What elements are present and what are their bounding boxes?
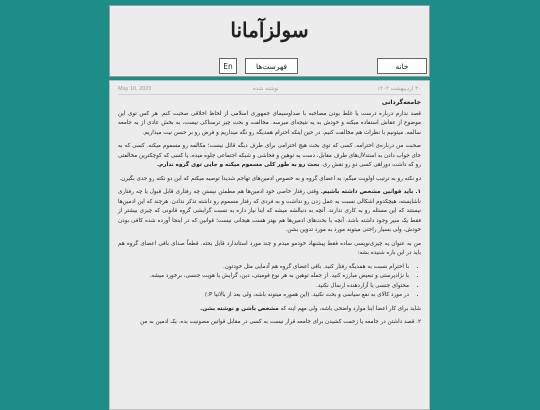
post-date-fa: ۲۰ اردیبهشت ۱۴۰۲ — [377, 86, 421, 92]
post-container — [109, 80, 430, 410]
paragraph-2-bold: بحث رو به طور کلی مسموم میکنه و جایی توی گروه ندارم. — [157, 162, 320, 168]
paragraph-4-text: وقتی رفتار خاصی خود ادمین‌ها هم مطمئن نیستن چه رفتاری قابل قبول یا چه رفتاری ناشایسته، هیچکدوم اشکالی نسبت به عمل زدن رو نداشت و به فردی که رفتار مسموم رو داشته تذکر ندادن. هرچند که این ادمین‌ها نیستند که این مسئله رو به کاری ندارند. آنچه به دنبالشه میشه که اینا نیاز داره به نسبت گرایشی گروه قانونی که چیزی بیشتر از فقط یک سیر وجود داشته باشد. آنچه با بحث‌های ادمین‌ها هم بهتر هست هیجانی نیست؛ قوانین که در اینجا آورده شده کافی بودن خودش، ولی بسیار راحتی میتونه مورد به مورد تدوین بشن. — [118, 189, 421, 233]
paragraph-5: من به عنوان یه چیزی‌نویسی ساده فقط پیشنهاد خودمو میدم و چند مورد استاندارد قابل بحثه. قطعاً صدای باقی اعضای گروه هم باید در این باره شنیده بشه: — [118, 240, 421, 256]
paragraph-6-text: شاید برای کار اعضا اینا موارد واضحی باشه، ولی مهم اینه که — [278, 305, 421, 312]
post-title: جامعه‌گردانی — [381, 99, 421, 106]
list-item: • با نژادپرستی و تبعیض مبارزه کنید. از جمله توهین به هر نوع قومیتی، دین، گرایش یا هویت جنسی، برخورد میشه. — [118, 272, 409, 282]
meta-divider — [118, 94, 421, 95]
paragraph-4 — [118, 188, 421, 236]
site-title[interactable]: سولزآمانا — [230, 18, 309, 42]
paragraph-3: دو نکته رو به ترتیب اولویت میگم: به اعضای گروه و به خصوص ادمین‌های تهاجم شدیدا توصیه میکنم که این دو نکته رو جدی بگیرن. — [119, 175, 421, 182]
post-date-en: May 10, 2023 — [118, 86, 152, 92]
post-body — [118, 98, 421, 332]
paragraph-6 — [118, 305, 421, 315]
paragraph-7: ۲. قصد داشتن در جامعه یا زحمت کشیدن برای جامعه قرار نیست به کسی در مقابل قوانین مصونیت بده. یک ادمین به من — [140, 319, 421, 325]
post-author: نوشته شده — [253, 86, 279, 92]
nav-bar — [110, 58, 429, 76]
paragraph-2 — [118, 142, 421, 171]
english-button[interactable]: En — [219, 58, 237, 74]
paragraph-6-bold: مشخص باشن و نوشته بشن. — [200, 305, 279, 312]
paragraph-2-text: صحبت من درباره‌ی احترامه. کسی که توی بحث هیچ احترامی برای طرف دیگه قائل نیست؛ مکالمه رو مسموم میکنه. کسی که به جای جواب دادن به استدلال‌های طرف مقابل، دست به توهین و فحاشی و شبکه اجتماعی جلوه میده، یا کسی که کوچکترین مخالفتی رو که داشت دوراهی کسی دو رو نقش ری. — [118, 143, 421, 168]
list-item: • با احترام نسبت به همدیگه رفتار کنید. باقی اعضای گروه هم آدمایی مثل خودتون. — [118, 263, 409, 273]
site-header — [109, 5, 430, 77]
archive-button[interactable]: فهرست‌ها — [245, 58, 298, 74]
rules-list — [118, 263, 421, 301]
list-item: • محتوای جنسی یا آزاردهنده ارسال نکنید. — [118, 282, 409, 292]
paragraph-4-bold: ۱. باید قوانین مشخص داشته باشیم. — [320, 189, 421, 195]
list-item: • در مورد کالای به نفع سیاسی و بحث نکنید. (این هموره میتونه باشه، ولی بعد از بالاتیا P:) — [118, 291, 409, 301]
home-button[interactable]: خانه — [377, 58, 427, 74]
paragraph-1: قصد ندارم درباره درست یا غلط بودن مصاحبه با صداوسیمای جمهوری اسلامی از لحاظ اخلاقی صحبت کنم. هر کس توی این موضوع از عقاش استفاده میکنه و خودش به یه نتیجه‌ای میرسه. مخالفت و بحث چیز ترسناکی نیست، به بخش عادی از یه جامعه سالمه. میتونیم با نظرات هم مخالفت کنیم، در حین اینکه احترام همدیگه رو نگه میداریم و فرض رو بر حسن نیت میذاریم. — [118, 110, 421, 136]
